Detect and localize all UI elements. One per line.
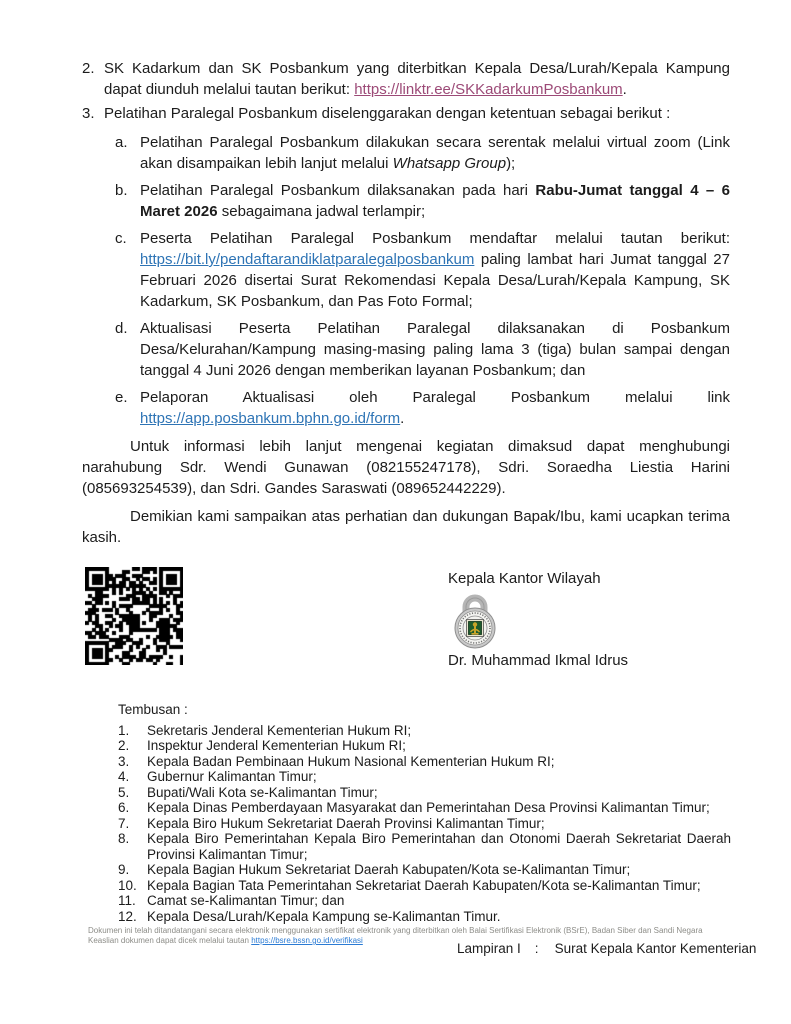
tembusan-item-text: Inspektur Jenderal Kementerian Hukum RI; [147, 738, 406, 753]
tembusan-item [118, 893, 731, 909]
link-registration-bitly[interactable]: https://bit.ly/pendaftarandiklatparalegalposbankum [140, 251, 475, 268]
sub-item-e-text [140, 387, 730, 429]
item2-post: . [622, 81, 627, 98]
tembusan-item-number: 4. [118, 769, 130, 784]
tembusan-item-number: 12. [118, 908, 137, 924]
sub-letter: d. [115, 320, 128, 337]
tembusan-item-number: 10. [118, 877, 137, 893]
tembusan-item [118, 862, 731, 878]
tembusan-item [118, 738, 731, 754]
signer-title: Kepala Kantor Wilayah [448, 570, 601, 587]
tembusan-list [118, 723, 731, 925]
list-item-3 [82, 103, 730, 124]
tembusan-heading: Tembusan : [118, 702, 188, 717]
sub-item-b [115, 180, 730, 222]
tembusan-item [118, 909, 731, 925]
lampiran-value: Surat Kepala Kantor Kementerian [554, 941, 757, 956]
tembusan-item-number: 6. [118, 800, 130, 815]
signer-name: Dr. Muhammad Ikmal Idrus [448, 652, 629, 669]
tembusan-item-number: 1. [118, 722, 130, 738]
sub-item-c-text [140, 228, 730, 312]
list-number: 3. [82, 105, 95, 122]
tembusan-item-text: Camat se-Kalimantan Timur; dan [147, 893, 345, 908]
sub-item-d [115, 318, 730, 381]
tembusan-item-text: Kepala Bagian Hukum Sekretariat Daerah Kabupaten/Kota se-Kalimantan Timur; [147, 862, 631, 877]
sub-item-a-text [140, 132, 730, 174]
tembusan-section [118, 702, 731, 924]
tembusan-item [118, 769, 731, 785]
tembusan-item-text: Kepala Biro Hukum Sekretariat Daerah Provinsi Kalimantan Timur; [147, 815, 545, 831]
tembusan-item-number: 7. [118, 815, 130, 831]
list-number: 2. [82, 60, 95, 77]
contact-paragraph: Untuk informasi lebih lanjut mengenai kegiatan dimaksud dapat menghubungi narahubung Sdr. Wendi Gunawan (082155247178), Sdri. Soraedha Liestia Harini (085693254539), dan Sdri. Gandes Saraswati (089652442229). [82, 438, 730, 497]
sub-item-c [115, 228, 730, 312]
tembusan-item-text: Bupati/Wali Kota se-Kalimantan Timur; [147, 784, 378, 800]
closing-paragraphs [82, 436, 730, 548]
closing-paragraph: Demikian kami sampaikan atas perhatian dan dukungan Bapak/Ibu, kami ucapkan terima kasih. [82, 508, 730, 546]
sub-a-post: ); [506, 155, 516, 172]
sub-item-e [115, 387, 730, 429]
padlock-seal-icon [452, 590, 498, 650]
tembusan-item-number: 2. [118, 738, 130, 753]
sub-letter: c. [115, 230, 127, 247]
lampiran-caption [457, 941, 756, 956]
sub-item-d-text: Aktualisasi Peserta Pelatihan Paralegal dilaksanakan di Posbankum Desa/Kelurahan/Kampung masing-masing paling lama 3 (tiga) bulan sampai dengan tanggal 4 Juni 2026 dengan memberikan layanan Posbankum; dan [140, 320, 730, 379]
link-sk-kadarkum-posbankum[interactable]: https://linktr.ee/SKKadarkumPosbankum [354, 81, 623, 98]
sub-item-a [115, 132, 730, 174]
sub-e-pre: Pelaporan Aktualisasi oleh Paralegal Posbankum melalui link [140, 389, 730, 406]
tembusan-item-text: Gubernur Kalimantan Timur; [147, 769, 317, 784]
esign-disclaimer-line1: Dokumen ini telah ditandatangani secara elektronik menggunakan sertifikat elektronik yang diterbitkan oleh Balai Sertifikasi Elektronik (BSrE), Badan Siber dan Sandi Negara [88, 926, 703, 935]
tembusan-item [118, 723, 731, 739]
esign-line2-pre: Keaslian dokumen dapat dicek melalui tautan [88, 936, 252, 945]
sub-letter: b. [115, 182, 128, 199]
tembusan-item [118, 800, 731, 816]
qr-code-icon [85, 567, 183, 665]
list-item-2-text [104, 58, 730, 100]
sub-b-pre: Pelatihan Paralegal Posbankum dilaksanakan pada hari [140, 182, 536, 199]
sub-c-pre: Peserta Pelatihan Paralegal Posbankum mendaftar melalui tautan berikut: [140, 230, 730, 247]
item2-pre: SK Kadarkum dan SK Posbankum yang diterbitkan Kepala Desa/Lurah/Kepala Kampung dapat diunduh melalui tautan berikut: [104, 60, 730, 98]
list-item-2 [82, 58, 730, 100]
tembusan-item [118, 816, 731, 832]
tembusan-item-text: Kepala Badan Pembinaan Hukum Nasional Kementerian Hukum RI; [147, 753, 555, 769]
whatsapp-group-italic: Whatsapp Group [392, 155, 507, 172]
sub-b-post: sebagaimana jadwal terlampir; [217, 203, 426, 220]
tembusan-item-text: Sekretaris Jenderal Kementerian Hukum RI; [147, 722, 412, 738]
lampiran-label: Lampiran I [457, 941, 521, 956]
tembusan-item [118, 754, 731, 770]
letter-body-list [82, 58, 730, 429]
training-date-bold: Rabu-Jumat tanggal 4 – 6 Maret 2026 [140, 182, 730, 220]
sub-e-post: . [400, 410, 405, 427]
tembusan-item-number: 8. [118, 831, 130, 846]
link-posbankum-report-form[interactable]: https://app.posbankum.bphn.go.id/form [140, 410, 401, 427]
tembusan-item-text: Kepala Dinas Pemberdayaan Masyarakat dan Pemerintahan Desa Provinsi Kalimantan Timur; [147, 800, 710, 815]
tembusan-item-number: 5. [118, 784, 130, 800]
sub-item-b-text [140, 180, 730, 222]
tembusan-item-text: Kepala Bagian Tata Pemerintahan Sekretariat Daerah Kabupaten/Kota se-Kalimantan Timur; [147, 877, 701, 893]
sub-letter: e. [115, 389, 128, 406]
tembusan-item-number: 3. [118, 753, 130, 769]
tembusan-item-text: Kepala Desa/Lurah/Kepala Kampung se-Kalimantan Timur. [147, 908, 501, 924]
tembusan-item-text: Kepala Biro Pemerintahan Kepala Biro Pemerintahan dan Otonomi Daerah Sekretariat Daerah Provinsi Kalimantan Timur; [147, 831, 731, 862]
link-bsre-verification[interactable]: https://bsre.bssn.go.id/verifikasi [251, 936, 363, 945]
signature-block [82, 563, 730, 675]
sub-a-pre: Pelatihan Paralegal Posbankum dilakukan secara serentak melalui virtual zoom (Link akan disampaikan lebih lanjut melalui [140, 134, 730, 172]
sub-c-post: paling lambat hari Jumat tanggal 27 Februari 2026 disertai Surat Rekomendasi Kepala Desa/Lurah/Kepala Kampung, SK Kadarkum, SK Posbankum, dan Pas Foto Formal; [140, 251, 730, 310]
sub-letter: a. [115, 134, 128, 151]
tembusan-item [118, 878, 731, 894]
tembusan-item [118, 785, 731, 801]
lampiran-colon: : [534, 941, 539, 956]
list-item-3-text: Pelatihan Paralegal Posbankum diselenggarakan dengan ketentuan sebagai berikut : [104, 105, 671, 122]
tembusan-item-number: 9. [118, 862, 130, 877]
tembusan-item [118, 831, 731, 862]
tembusan-item-number: 11. [118, 893, 136, 908]
